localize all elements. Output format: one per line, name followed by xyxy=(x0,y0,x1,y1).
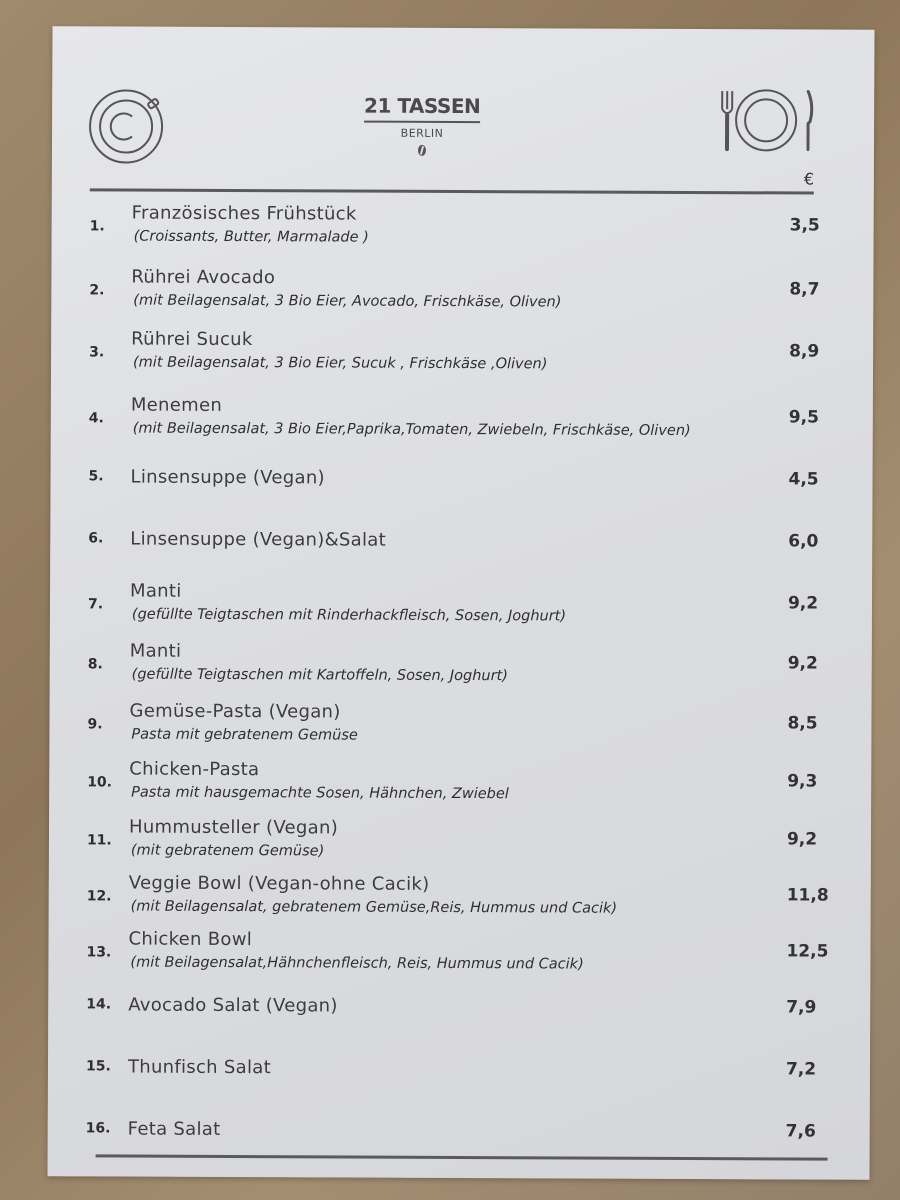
menu-item xyxy=(49,928,871,973)
menu-item-price: 12,5 xyxy=(786,941,829,962)
menu-item-price: 8,5 xyxy=(787,713,818,734)
menu-item-description: (gefüllte Teigtaschen mit Kartoffeln, Sosen, Joghurt) xyxy=(131,666,508,685)
plate-cutlery-icon xyxy=(716,87,816,153)
menu-item-price: 8,9 xyxy=(789,341,820,362)
menu-item-price: 6,0 xyxy=(788,531,819,552)
menu-item-number: 2. xyxy=(89,282,105,299)
menu-item-price: 11,8 xyxy=(786,885,829,906)
menu-item xyxy=(50,640,872,685)
menu-item-description: (mit Beilagensalat, 3 Bio Eier,Paprika,Tomaten, Zwiebeln, Frischkäse, Oliven) xyxy=(132,420,691,440)
header-divider xyxy=(90,188,814,194)
menu-item xyxy=(49,816,871,860)
menu-item-number: 4. xyxy=(88,410,104,427)
menu-item-name: Feta Salat xyxy=(127,1118,221,1140)
menu-item-name: Französisches Frühstück xyxy=(131,202,357,225)
menu-item-price: 9,5 xyxy=(788,407,819,428)
menu-item-number: 7. xyxy=(87,596,104,613)
menu-item-number: 3. xyxy=(89,344,105,361)
menu-item-description: (gefüllte Teigtaschen mit Rinderhackfleisch, Sosen, Joghurt) xyxy=(131,606,567,625)
menu-item-description: Pasta mit hausgemachte Sosen, Hähnchen, Zwiebel xyxy=(131,784,509,803)
menu-item-number: 12. xyxy=(86,888,112,905)
menu-item-price: 4,5 xyxy=(788,469,819,490)
menu-item-number: 16. xyxy=(85,1120,111,1137)
menu-item-price: 9,2 xyxy=(787,593,819,614)
menu-item-description: (mit Beilagensalat, 3 Bio Eier, Sucuk , Frischkäse ,Oliven) xyxy=(133,354,548,373)
menu-item-number: 15. xyxy=(85,1058,111,1075)
brand-city: BERLIN xyxy=(400,126,444,140)
menu-item xyxy=(51,266,873,311)
menu-item-number: 6. xyxy=(88,530,104,547)
menu-item xyxy=(52,202,874,246)
menu-item-number: 8. xyxy=(87,656,103,673)
menu-item-name: Rührei Sucuk xyxy=(131,328,253,351)
menu-item-name: Manti xyxy=(129,640,182,662)
menu-item-name: Linsensuppe (Vegan)&Salat xyxy=(130,528,387,551)
coffee-bean-icon xyxy=(418,145,426,156)
menu-item-price: 7,2 xyxy=(785,1059,817,1080)
menu-item xyxy=(51,328,873,373)
menu-item xyxy=(51,394,873,440)
menu-item-number: 1. xyxy=(89,218,105,235)
menu-item-price: 7,6 xyxy=(785,1121,816,1142)
footer-divider xyxy=(96,1154,828,1160)
menu-item-name: Avocado Salat (Vegan) xyxy=(128,994,338,1017)
menu-item-price: 3,5 xyxy=(789,215,820,236)
menu-item-price: 9,3 xyxy=(787,771,818,792)
menu-item-price: 8,7 xyxy=(789,279,820,300)
menu-item xyxy=(48,1056,870,1080)
menu-item xyxy=(50,528,872,552)
menu-item-price: 9,2 xyxy=(786,829,818,850)
menu-item-name: Hummusteller (Vegan) xyxy=(128,816,339,839)
menu-item-name: Gemüse-Pasta (Vegan) xyxy=(129,700,341,723)
menu-item-number: 9. xyxy=(87,716,103,733)
menu-item-name: Linsensuppe (Vegan) xyxy=(130,466,325,489)
menu-item-description: Pasta mit gebratenem Gemüse xyxy=(131,726,358,744)
currency-symbol: € xyxy=(803,169,815,189)
menu-item-description: (mit gebratenem Gemüse) xyxy=(130,842,325,860)
coffee-cup-logo-icon xyxy=(88,86,168,166)
menu-item xyxy=(49,872,871,917)
menu-item-name: Chicken Bowl xyxy=(128,928,253,951)
menu-item xyxy=(49,758,871,803)
menu-item-number: 10. xyxy=(87,774,113,791)
menu-item xyxy=(51,466,873,490)
menu-item-name: Menemen xyxy=(130,394,223,416)
menu-item-name: Rührei Avocado xyxy=(131,266,276,289)
menu-item-number: 11. xyxy=(86,832,112,849)
menu-item xyxy=(48,1118,870,1142)
menu-sheet xyxy=(47,26,874,1180)
menu-item-description: (Croissants, Butter, Marmalade ) xyxy=(133,228,369,246)
menu-item-number: 13. xyxy=(86,944,112,961)
menu-item xyxy=(48,994,870,1018)
menu-item-name: Thunfisch Salat xyxy=(127,1056,272,1079)
menu-item-name: Veggie Bowl (Vegan-ohne Cacik) xyxy=(128,872,430,895)
brand-name: 21 TASSEN xyxy=(364,94,480,124)
menu-item-name: Chicken-Pasta xyxy=(129,758,260,781)
menu-item-number: 5. xyxy=(88,468,104,485)
menu-item-price: 7,9 xyxy=(786,997,817,1018)
menu-item-name: Manti xyxy=(130,580,182,602)
menu-item-description: (mit Beilagensalat, 3 Bio Eier, Avocado, Frischkäse, Oliven) xyxy=(133,292,562,311)
menu-item xyxy=(50,700,872,744)
menu-item-price: 9,2 xyxy=(787,653,818,674)
brand-block xyxy=(352,94,492,157)
menu-item-description: (mit Beilagensalat, gebratenem Gemüse,Reis, Hummus und Cacik) xyxy=(130,898,618,917)
menu-item-number: 14. xyxy=(86,996,112,1013)
menu-item xyxy=(50,580,872,625)
menu-item-description: (mit Beilagensalat,Hähnchenfleisch, Reis, Hummus und Cacik) xyxy=(130,954,584,973)
